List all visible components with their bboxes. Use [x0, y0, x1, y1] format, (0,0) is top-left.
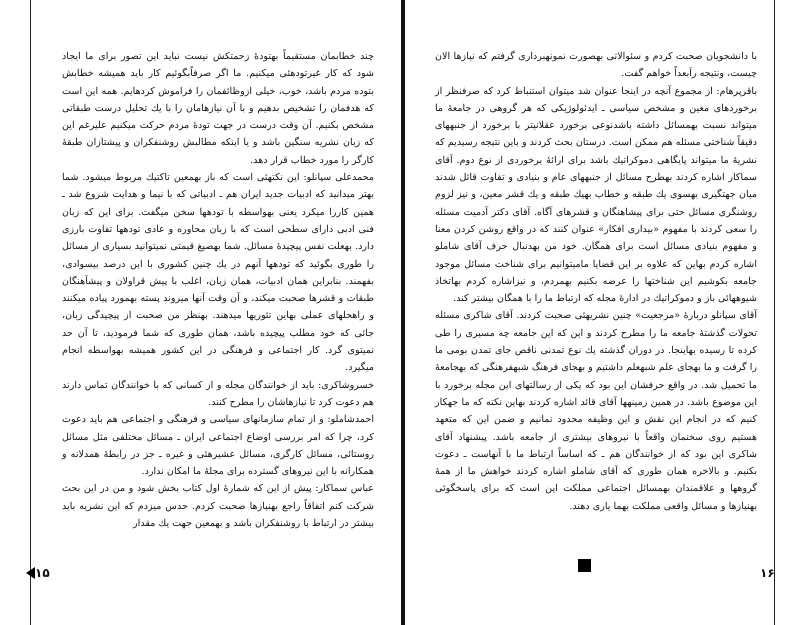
left-page: [0, 0, 401, 625]
page-marker-arrow-icon: [26, 567, 35, 579]
paragraph: آقای سپانلو دربارهٔ «مرجعیت» چنین نشریهئی صحبت کردند. آقای شاکری مسئله تحولات گذشتهٔ جامعه ما را مطرح کردند و این که این جامعه چه مسیری را طی کرده تا رسیده بهاینجا. در دوران گذشته یك نوع تمدنی ناقص جای تمدن بومی ما را گرفت و ما بهجای علم شبهعلم داشتیم و بهجای فرهنگ شبهفرهنگی که بهجامعهٔ ما تحمیل شد. در واقع حرفشان این بود که یکی از رسالتهای این مجله برخورد با این موضوع باشد. در همین زمینهها آقای قائد اشاره کردند بهاین نکته که ما جهکار کنیم که در انجام این نقش و این وظیفه محدود نمانیم و ضمن این که متعهد هستیم روی سخنمان واقعاً با نیروهای بیشتری از جامعه باشد. پیشنهاد آقای شاکری این بود که از خوانندگان هم ـ که اساساً ارتباط ما با آنهاست ـ دعوت بکنیم. و بالاخره همان طوری که آقای شاملو اشاره کردند خواهش ما از همهٔ گروهها و علاقمندان بهمسائل اجتماعی مملکت این است که برای پاسخگوئی بهنیازها و مسائل واقعی مملکت بهما یاری دهند.: [435, 310, 757, 512]
paragraph: احمدشاملو: و از تمام سازمانهای سیاسی و فرهنگی و اجتماعی هم باید دعوت کرد، چرا که امر بررسی اوضاع اجتماعی ایران ـ مسائل مختلفی مثل مسائل روستائی، مسائل کارگری، مسائل عشیرهئی و غیره ـ جز در رابطهٔ همدلانه و همکارانه با این نیروهای گسترده برای مجلهٔ ما امکان ندارد.: [62, 414, 374, 478]
page-number: ۱۶: [760, 566, 775, 580]
page-number: ۱۵: [35, 566, 50, 580]
paragraph: با دانشجویان صحبت کردم و سئوالاتی بهصورت نمونهبرداری گرفتم که نیازها الان چیست، ونتیجه راَبعداً خواهم گفت.: [435, 51, 757, 80]
right-page-edge-line: [774, 0, 775, 625]
paragraph: باقرپرهام: از مجموع آنچه در اینجا عنوان شد میتوان استنباط کرد که صرفنظر از برخوردهای معین و مشخص سیاسی ـ ایدئولوژیکی که هر گروهی در جامعهٔ ما میتواند نسبت بهمسائل داشته باشدنوعی برخورد عقلانیتر با برخورد از جنبههای دقیقاً شناختی مسئله هم ممکن است. درستان بحث کردند و باین نتیجه رسیدیم که نشریهٔ ما میتواند پایگاهی دموکراتیك باشد برای ارائهٔ برخوردی از نوع دوم. آقای سماکار اشاره کردند بهطرح مسائل از جنبههای عام و بنیادی و تفاوت قائل شدند میان جهتگیری بهسوی یك طبقه و خطاب بهیك طبقه و یك قشر معین، و نیز لزوم روشنگری مسائل حتی برای پیشاهنگان و قشرهای آگاه. آقای دکتر آدمیت مسئله را سعی کردند با مفهوم «بیداری افکار» عنوان کنند که در واقع روشن کردن معنا و مفهوم بنیادی مسائل است برای همگان. خود من بهدنبال حرف آقای شاملو اشاره کردم بهاین که علاوه بر این قضایا مامیتوانیم برای شناخت مسائل موجود جامعه بکوشیم این شناختها را عرضه بکنیم بهمردم، و نیزاشاره کردم بهاتخاذ شیوههائی باز و دموکراتیك در ادارهٔ مجله که ارتباط ما را با همگان بیشتر کند.: [435, 85, 757, 305]
right-page-text: [435, 48, 757, 515]
paragraph: خسروشاکری: باید از خوانندگان مجله و از کسانی که با خوانندگان تماس دارند هم دعوت کرد تا نیازهاشان را مطرح کنند.: [62, 379, 374, 408]
paragraph: محمدعلی سپانلو: این نکتهئی است که باز بهمعین تاکتیك مربوط میشود. شما بهتر میدانید که ادبیات جدید ایران هم ـ ادبیاتی که با نیما و هدایت شروع شد ـ همین کاررا میکرد یعنی بهواسطه با تودهها سخن میگفت. برای این که زبان فنی ادبی دارای سطحی است که با زبان محاوره و عادی تودهها تفاوت بارزی دارد. بهعلت نفس پیچیدهٔ مسائل. شما بهصیغ قیمتی نمیتوانید بسیاری از مسائل را طوری بگوئید که تودهها آنهم در یك چنین کشوری با این درصد بیسوادی، بفهمند. بنابراین همان ادبیات، همان زبان، اغلب با پیش قراولان و پیشآهنگان طبقات و قشرها صحبت میکند، و آن وقت آنها میروند پسته بهمورد پیاده میکنند و راهحلهای عملی بهاین تئوریها میدهند. بهنظر من صحبت از پیچیدگی زبان، جائی که خود مطلب پیچیده باشد، همان طوری که شما فرمودید، تا آن حد نمیتوی گرد. کار اجتماعی و فرهنگی در این کشور همیشه بهواسطه انجام میگیرد.: [62, 172, 374, 374]
left-page-edge-line: [30, 0, 31, 625]
paragraph: عباس سماکار: پیش از این که شمارهٔ اول کتاب بخش شود و من در این بحث شرکت کنم اتفاقاً راجع بهنیازها صحبت کردم. حدس میزدم که این نشریه باید بیشتر در ارتباط با روشنفکران باشد و بهمعین جهت یك مقدار: [62, 483, 374, 530]
left-page-text: [62, 48, 374, 532]
end-of-section-square-icon: [578, 559, 591, 572]
paragraph: چند خطابمان مستقیماً بهتودهٔ زحمتکش نیست نباید این تصور برای ما ایجاد شود که کار غیرتودهئی میکنیم. ما اگر صرفاًبگوئیم کار باید همیشه خطابش بتوده مردم باشد، خوب، خیلی ازوظائفمان را فراموش کردهایم. همه این است که هدفمان را تشخیص بدهیم و با آن نیازهامان را با یك تحلیل درست طبقاتی مشخص بکنیم. آن وقت درست در جهت تودهٔ مردم حرکت میکنیم علیرغم این که زبان نشریه سنگین باشد و یا اینکه مطالبش روشنفکران و پیشتازان طبقهٔ کارگر را مورد خطاب قرار دهد.: [62, 51, 374, 166]
right-page: [405, 0, 806, 625]
